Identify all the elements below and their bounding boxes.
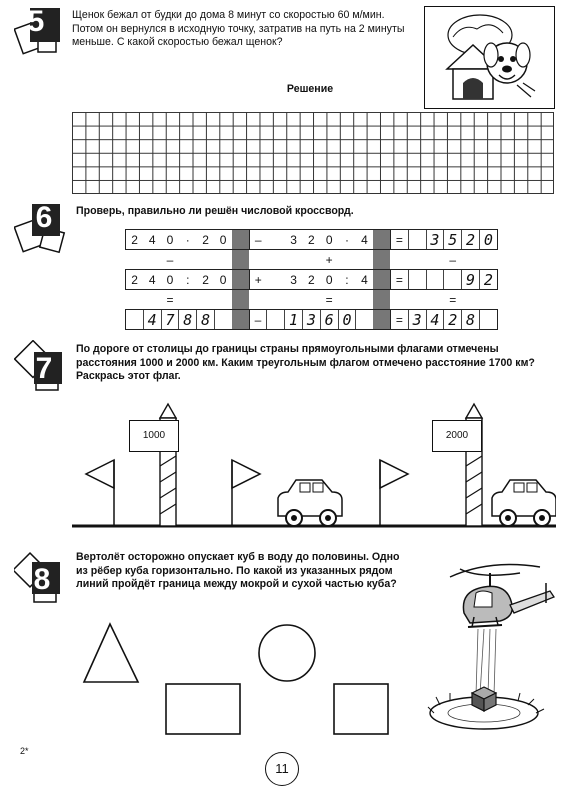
cw-answer-cell[interactable]: 8 <box>179 310 197 330</box>
cw-cell[interactable]: 2 <box>126 270 144 290</box>
cw-cell <box>214 250 231 270</box>
task-8-number: 8 <box>33 563 51 596</box>
cw-cell <box>197 290 215 310</box>
cw-cell[interactable]: = <box>390 230 408 250</box>
cw-cell <box>249 290 267 310</box>
cw-answer-cell[interactable]: 8 <box>197 310 215 330</box>
cw-answer-cell[interactable] <box>214 310 231 330</box>
cw-answer-cell[interactable] <box>408 230 426 250</box>
cw-cell[interactable]: : <box>338 270 356 290</box>
cw-cell: = <box>449 292 457 307</box>
cw-cell: + <box>325 252 333 267</box>
cw-answer-cell[interactable]: 4 <box>143 310 161 330</box>
cw-cell[interactable]: 4 <box>356 270 373 290</box>
cw-cell <box>408 250 426 270</box>
cw-cell[interactable]: 0 <box>161 230 179 250</box>
triangle-shape[interactable] <box>84 624 138 682</box>
crossword-row-3 <box>126 270 498 290</box>
cw-cell[interactable] <box>267 230 285 250</box>
cw-cell[interactable]: 0 <box>320 230 338 250</box>
cw-answer-cell[interactable]: 2 <box>462 230 480 250</box>
crossword-row-4 <box>126 290 498 310</box>
cw-cell[interactable]: = <box>390 270 408 290</box>
crossword-row-5 <box>126 310 498 330</box>
solution-grid[interactable] <box>72 112 554 194</box>
cw-cell <box>285 290 303 310</box>
cw-shaded-cell <box>232 310 249 330</box>
cw-shaded-cell <box>373 270 390 290</box>
corner-mark: 2* <box>20 746 29 756</box>
cw-cell[interactable]: 0 <box>161 270 179 290</box>
page-number: 11 <box>265 752 299 786</box>
cw-cell[interactable]: · <box>179 230 197 250</box>
cw-answer-cell[interactable]: 1 <box>285 310 303 330</box>
cw-shaded-cell <box>232 230 249 250</box>
cw-cell <box>214 290 231 310</box>
task-6-number: 6 <box>35 201 53 234</box>
cw-cell <box>179 250 197 270</box>
square-shape[interactable] <box>334 684 388 734</box>
crossword-row-2 <box>126 250 498 270</box>
cw-cell <box>302 250 320 270</box>
cw-cell[interactable]: 4 <box>143 270 161 290</box>
cw-answer-cell[interactable]: 2 <box>479 270 497 290</box>
cw-cell[interactable]: 3 <box>285 230 303 250</box>
cw-answer-cell[interactable]: 0 <box>479 230 497 250</box>
cw-shaded-cell <box>232 290 249 310</box>
cw-cell <box>356 290 373 310</box>
cw-cell[interactable]: 2 <box>302 270 320 290</box>
cw-cell <box>267 250 285 270</box>
cw-cell[interactable]: – <box>249 230 267 250</box>
cw-cell <box>479 290 497 310</box>
cw-cell <box>249 250 267 270</box>
task-8-text: Вертолёт осторожно опускает куб в воду до половины. Одно из рёбер куба горизонтально. По какой из указанных рядом линий пройдёт граница между мокрой и сухой частью куба? <box>76 551 400 591</box>
cw-shaded-cell <box>232 270 249 290</box>
cw-answer-cell[interactable] <box>426 270 444 290</box>
task-5-text: Щенок бежал от будки до дома 8 минут со скоростью 60 м/мин. Потом он вернулся в исходную точку, затратив на путь на 2 минуты меньше. С какой скоростью бежал щенок? <box>72 9 405 49</box>
task-7-text: По дороге от столицы до границы страны прямоугольными флагами отмечены расстояния 1000 и 2000 км. Каким треугольным флагом отмечено расстояние 1700 км? Раскрась этот флаг. <box>76 343 535 383</box>
task-7-number: 7 <box>35 352 53 385</box>
cw-answer-cell[interactable]: 2 <box>444 310 462 330</box>
puppy-picture <box>424 6 555 109</box>
distance-sign-2000: 2000 <box>432 420 482 452</box>
cw-answer-cell[interactable] <box>479 310 497 330</box>
cw-cell: – <box>449 252 457 267</box>
cw-cell <box>267 290 285 310</box>
cw-cell[interactable]: 2 <box>197 230 215 250</box>
cw-cell <box>479 250 497 270</box>
cw-cell[interactable]: 3 <box>285 270 303 290</box>
cw-cell <box>338 290 356 310</box>
cw-answer-cell[interactable] <box>356 310 373 330</box>
car-icon <box>278 480 342 526</box>
cw-answer-cell[interactable] <box>408 270 426 290</box>
cw-cell[interactable]: 2 <box>126 230 144 250</box>
rectangle-shape[interactable] <box>166 684 240 734</box>
puppy-doghouse-icon <box>425 7 553 107</box>
crossword-row-1 <box>126 230 498 250</box>
cw-answer-cell[interactable]: 8 <box>462 310 480 330</box>
car-icon <box>492 480 556 526</box>
cw-cell[interactable]: 2 <box>302 230 320 250</box>
cw-cell: = <box>325 292 333 307</box>
cube-icon <box>472 687 496 711</box>
triangle-flag-2[interactable] <box>232 460 260 526</box>
cw-cell <box>143 250 161 270</box>
cw-cell[interactable]: 2 <box>197 270 215 290</box>
helicopter-icon <box>450 565 554 627</box>
cw-cell: = <box>166 292 174 307</box>
shapes-figure <box>80 620 410 745</box>
cw-shaded-cell <box>373 250 390 270</box>
cw-cell[interactable]: 4 <box>356 230 373 250</box>
road-scene <box>72 398 556 538</box>
cw-answer-cell[interactable]: 7 <box>161 310 179 330</box>
cw-cell <box>285 250 303 270</box>
cw-shaded-cell <box>373 310 390 330</box>
cw-shaded-cell <box>232 250 249 270</box>
cw-cell <box>408 290 426 310</box>
distance-sign-1000: 1000 <box>129 420 179 452</box>
cw-cell <box>338 250 356 270</box>
cw-cell[interactable]: 0 <box>320 270 338 290</box>
cw-cell <box>462 290 480 310</box>
cw-answer-cell[interactable]: 0 <box>338 310 356 330</box>
cw-cell <box>390 290 408 310</box>
cw-cell[interactable]: 0 <box>214 270 231 290</box>
cw-cell[interactable]: : <box>179 270 197 290</box>
cw-cell <box>126 250 144 270</box>
cw-cell[interactable]: 4 <box>143 230 161 250</box>
triangle-flag-3[interactable] <box>380 460 408 526</box>
cw-answer-cell[interactable]: 6 <box>320 310 338 330</box>
solution-label: Решение <box>286 83 334 95</box>
triangle-flag-1[interactable] <box>86 460 114 526</box>
helicopter-cube-illustration <box>420 555 558 735</box>
cw-answer-cell[interactable]: 5 <box>444 230 462 250</box>
cw-cell <box>302 290 320 310</box>
cw-answer-cell[interactable] <box>267 310 285 330</box>
cw-answer-cell[interactable]: 3 <box>426 230 444 250</box>
cw-answer-cell[interactable]: 4 <box>426 310 444 330</box>
cw-cell[interactable]: = <box>390 310 408 330</box>
cw-cell <box>426 290 444 310</box>
cw-cell[interactable]: – <box>249 310 267 330</box>
cw-answer-cell[interactable]: 3 <box>408 310 426 330</box>
cable-lines <box>476 629 496 695</box>
cw-cell <box>197 250 215 270</box>
cw-answer-cell[interactable]: 9 <box>462 270 480 290</box>
task-5-number: 5 <box>27 5 45 38</box>
cw-cell[interactable]: · <box>338 230 356 250</box>
cw-cell <box>126 290 144 310</box>
cw-shaded-cell <box>373 230 390 250</box>
cw-cell <box>390 250 408 270</box>
task-6-text: Проверь, правильно ли решён числовой кроссворд. <box>76 205 354 217</box>
cw-shaded-cell <box>373 290 390 310</box>
circle-shape[interactable] <box>259 625 315 681</box>
number-crossword <box>125 229 498 330</box>
cw-cell: – <box>166 252 174 267</box>
cw-cell[interactable]: 0 <box>214 230 231 250</box>
cw-cell[interactable]: + <box>249 270 267 290</box>
cw-answer-cell[interactable]: 3 <box>302 310 320 330</box>
cw-cell[interactable] <box>126 310 144 330</box>
cw-answer-cell[interactable] <box>444 270 462 290</box>
cw-cell <box>179 290 197 310</box>
cw-cell <box>426 250 444 270</box>
cw-cell <box>356 250 373 270</box>
cw-cell <box>143 290 161 310</box>
cw-cell[interactable] <box>267 270 285 290</box>
cw-cell <box>462 250 480 270</box>
